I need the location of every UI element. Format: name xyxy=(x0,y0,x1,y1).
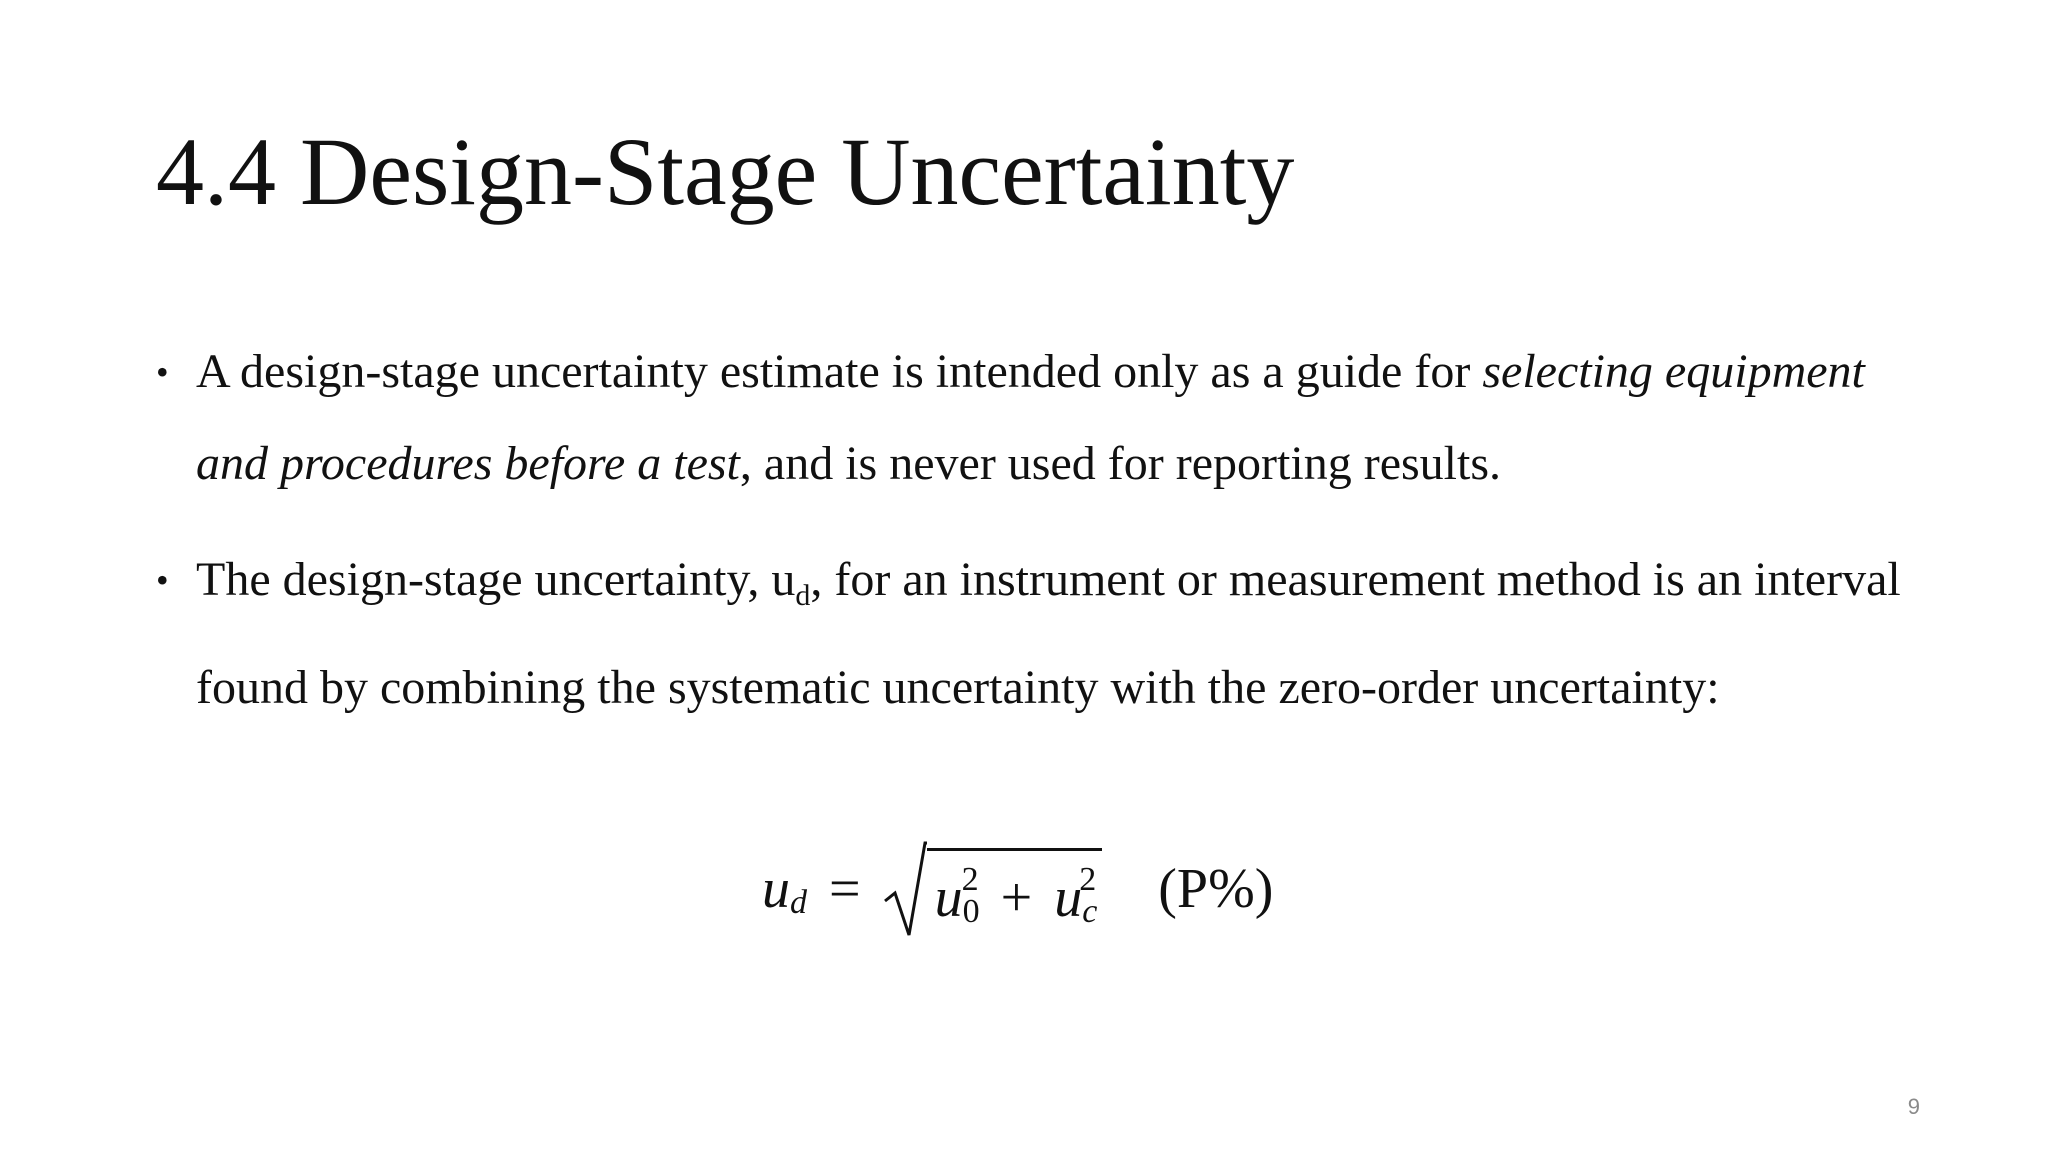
bullet-1-emphasis: selecting equipment and procedures before a test xyxy=(196,345,1865,490)
design-stage-uncertainty-equation xyxy=(762,834,1273,944)
eq-term2-subscript: c xyxy=(1082,893,1098,930)
eq-equals: = xyxy=(829,858,861,920)
bullet-item-2 xyxy=(156,534,1916,734)
eq-lhs-subscript: d xyxy=(790,884,807,921)
square-root xyxy=(883,839,1103,939)
eq-plus: + xyxy=(1000,867,1033,929)
eq-term2-superscript: 2 xyxy=(1079,861,1097,898)
eq-term2-var: u xyxy=(1054,867,1083,929)
page-number: 9 xyxy=(1907,1094,1920,1119)
bullet-2-subscript: d xyxy=(795,579,811,612)
bullet-1-text-end: , and is never used for reporting results. xyxy=(739,437,1502,490)
bullet-1-text: A design-stage uncertainty estimate is intended only as a guide for xyxy=(196,345,1483,398)
bullet-item-1 xyxy=(156,326,1916,510)
bullet-2-text-end: , for an instrument or measurement method is an interval found by combining the systematic uncertainty with the zero-order uncertainty: xyxy=(196,553,1901,714)
eq-term1-subscript: 0 xyxy=(962,893,980,930)
eq-term1-var: u xyxy=(934,867,963,929)
radicand xyxy=(927,848,1103,939)
eq-lhs-var: u xyxy=(762,858,790,920)
eq-confidence-level: (P%) xyxy=(1158,858,1274,920)
bullet-marker: • xyxy=(156,352,169,392)
bullet-2-text: The design-stage uncertainty, u xyxy=(196,553,796,606)
bullet-marker: • xyxy=(156,560,169,600)
bullet-list xyxy=(156,326,1916,758)
eq-term1-superscript: 2 xyxy=(961,861,979,898)
radical-sign-icon xyxy=(883,839,927,939)
slide-title: 4.4 Design-Stage Uncertainty xyxy=(156,118,1295,225)
